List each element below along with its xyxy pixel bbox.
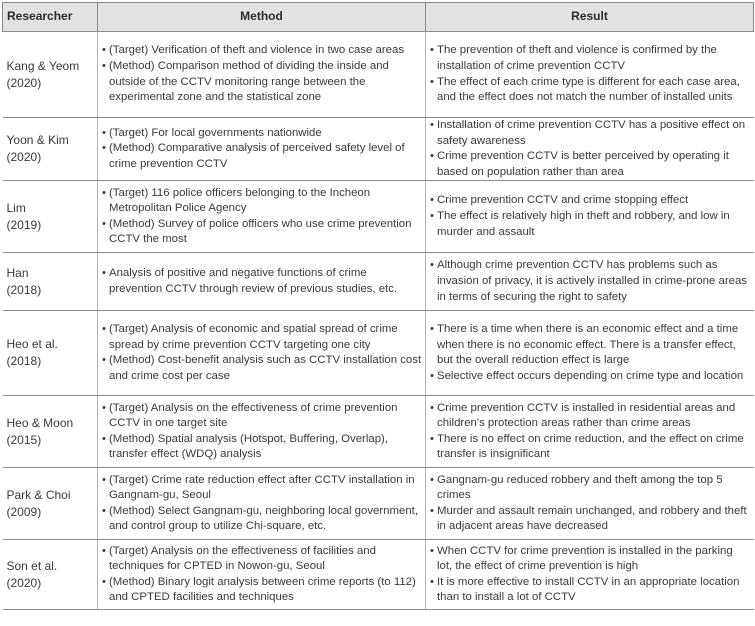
method-item (102, 401, 422, 432)
method-cell (98, 118, 426, 181)
method-text: (Method) Comparative analysis of perceived safety level of crime prevention CCTV (109, 142, 405, 170)
method-text: (Method) Cost-benefit analysis such as CCTV installation cost and crime cost per case (109, 354, 422, 382)
bullet-icon: • (430, 575, 434, 588)
result-text: Murder and assault remain unchanged, and robbery and theft in adjacent areas have decreased (437, 504, 747, 533)
method-cell (98, 396, 426, 468)
result-item (430, 118, 751, 149)
bullet-icon: • (430, 75, 434, 88)
result-text: Gangnam-gu reduced robbery and theft among the top 5 crimes (437, 473, 723, 502)
header-method: Method (98, 3, 426, 32)
bullet-icon: • (102, 401, 106, 414)
method-item (102, 322, 422, 353)
method-cell (98, 540, 426, 610)
bullet-icon: • (430, 369, 434, 382)
method-text: (Target) 116 police officers belonging to the Incheon Metropolitan Police Agency (109, 186, 371, 215)
table-row (3, 32, 754, 118)
researcher-cell (3, 253, 98, 311)
result-text: The effect is relatively high in theft and robbery, and low in murder and assault (437, 210, 730, 238)
bullet-icon: • (430, 504, 434, 517)
bullet-icon: • (102, 126, 106, 139)
bullet-icon: • (102, 217, 106, 230)
method-item (102, 575, 422, 606)
method-text: (Method) Survey of police officers who use crime prevention CCTV the most (109, 217, 412, 246)
bullet-icon: • (102, 473, 106, 486)
method-text: (Target) Analysis on the effectiveness of facilities and techniques for CPTED in Nowon-gu, Seoul (109, 544, 376, 573)
result-text: Installation of crime prevention CCTV has a positive effect on safety awareness (437, 119, 746, 147)
result-item (430, 432, 751, 463)
bullet-icon: • (430, 432, 434, 445)
table-row (3, 181, 754, 253)
researcher-cell (3, 32, 98, 118)
method-item (102, 43, 422, 59)
researcher-name: Han (6, 265, 29, 280)
bullet-icon: • (430, 210, 434, 223)
researcher-name: Heo et al. (6, 337, 58, 352)
table-row (3, 468, 754, 540)
bullet-icon: • (430, 544, 434, 557)
result-text: When CCTV for crime prevention is installed in the parking lot, the effect of crime prevention is high (437, 544, 733, 573)
header-row (3, 3, 754, 32)
result-cell (426, 118, 754, 181)
table-row (3, 396, 754, 468)
result-text: The prevention of theft and violence is confirmed by the installation of crime prevention CCTV (437, 44, 717, 72)
method-text: Analysis of positive and negative functions of crime prevention CCTV through review of previous studies, etc. (109, 267, 398, 295)
method-item (102, 432, 422, 463)
method-cell (98, 181, 426, 253)
bullet-icon: • (102, 544, 106, 557)
result-cell (426, 468, 754, 540)
bullet-icon: • (102, 354, 106, 367)
researcher-year: (2020) (6, 150, 42, 165)
result-item (430, 473, 751, 504)
result-item (430, 544, 751, 575)
method-text: (Method) Binary logit analysis between crime reports (to 112) and CPTED facilities and techniques (109, 575, 416, 604)
bullet-icon: • (430, 259, 434, 272)
method-text: (Method) Spatial analysis (Hotspot, Buffering, Overlap), transfer effect (WDQ) analysis (109, 432, 388, 461)
result-text: There is no effect on crime reduction, and the effect on crime transfer is insignificant (437, 432, 744, 461)
researcher-year: (2020) (6, 75, 42, 90)
method-cell (98, 311, 426, 396)
method-text: (Method) Comparison method of dividing the inside and outside of the CCTV monitoring range between the experimental zone and the statistical zone (109, 59, 389, 104)
method-text: (Method) Select Gangnam-gu, neighboring local government, and control group to utilize Chi-square, etc. (109, 504, 418, 533)
result-cell (426, 181, 754, 253)
researcher-year: (2020) (6, 575, 42, 590)
bullet-icon: • (430, 194, 434, 207)
researcher-name: Park & Choi (6, 487, 71, 502)
bullet-icon: • (102, 44, 106, 57)
researcher-cell (3, 396, 98, 468)
result-text: Selective effect occurs depending on crime type and location (437, 369, 744, 382)
result-text: Although crime prevention CCTV has problems such as invasion of privacy, it is actively installed in crime-prone areas in terms of securing the right to safety (437, 259, 747, 303)
result-item (430, 75, 751, 106)
method-cell (98, 468, 426, 540)
method-item (102, 544, 422, 575)
researcher-cell (3, 468, 98, 540)
table-body (3, 32, 754, 610)
researcher-year: (2019) (6, 217, 42, 232)
result-text: Crime prevention CCTV is installed in residential areas and children's protection areas rather than crime areas (437, 401, 736, 430)
method-text: (Target) Crime rate reduction effect after CCTV installation in Gangnam-gu, Seoul (109, 473, 415, 502)
researcher-year: (2009) (6, 504, 42, 519)
bullet-icon: • (430, 473, 434, 486)
result-text: Crime prevention CCTV is better perceived by operating it based on population rather than area (437, 150, 729, 178)
researcher-name: Kang & Yeom (6, 58, 80, 73)
researcher-name: Heo & Moon (6, 415, 74, 430)
table-row (3, 253, 754, 311)
result-cell (426, 396, 754, 468)
table-row (3, 118, 754, 181)
researcher-name: Lim (6, 200, 26, 215)
result-item (430, 575, 751, 606)
method-text: (Target) Analysis on the effectiveness of crime prevention CCTV in one target site (109, 401, 398, 430)
method-item (102, 141, 422, 172)
researcher-cell (3, 311, 98, 396)
result-item (430, 401, 751, 432)
researcher-year: (2015) (6, 432, 42, 447)
method-text: (Target) Analysis of economic and spatial spread of crime spread by crime prevention CCTV targeting one city (109, 323, 398, 351)
method-item (102, 473, 422, 504)
method-item (102, 217, 422, 248)
result-cell (426, 311, 754, 396)
result-item (430, 149, 751, 180)
researcher-cell (3, 540, 98, 610)
method-item (102, 266, 422, 297)
researcher-name: Yoon & Kim (6, 133, 69, 148)
bullet-icon: • (102, 59, 106, 72)
bullet-icon: • (102, 575, 106, 588)
literature-review-table (2, 2, 754, 610)
bullet-icon: • (102, 186, 106, 199)
bullet-icon: • (430, 150, 434, 163)
result-item (430, 43, 751, 74)
bullet-icon: • (102, 142, 106, 155)
method-item (102, 353, 422, 384)
result-item (430, 504, 751, 535)
bullet-icon: • (102, 432, 106, 445)
bullet-icon: • (430, 323, 434, 336)
researcher-cell (3, 181, 98, 253)
result-item (430, 209, 751, 240)
result-cell (426, 32, 754, 118)
result-text: The effect of each crime type is different for each case area, and the effect does not match the number of installed units (437, 75, 740, 104)
method-item (102, 59, 422, 106)
bullet-icon: • (102, 267, 106, 280)
method-cell (98, 253, 426, 311)
method-item (102, 126, 422, 142)
bullet-icon: • (430, 44, 434, 57)
result-text: There is a time when there is an economic effect and a time when there is no economic effect. There is a transfer effect, but the overall reduction effect is large (437, 323, 739, 367)
table-row (3, 311, 754, 396)
bullet-icon: • (430, 119, 434, 131)
method-item (102, 504, 422, 535)
method-cell (98, 32, 426, 118)
researcher-name: Son et al. (6, 558, 58, 573)
header-result: Result (426, 3, 754, 32)
header-researcher: Researcher (3, 3, 98, 32)
result-item (430, 258, 751, 305)
result-cell (426, 540, 754, 610)
table-row (3, 540, 754, 610)
bullet-icon: • (102, 504, 106, 517)
method-text: (Target) For local governments nationwide (109, 126, 322, 139)
researcher-year: (2018) (6, 282, 42, 297)
result-item (430, 193, 751, 209)
result-cell (426, 253, 754, 311)
result-text: Crime prevention CCTV and crime stopping effect (437, 194, 689, 207)
bullet-icon: • (430, 401, 434, 414)
result-text: It is more effective to install CCTV in an appropriate location than to install a lot of CCTV (437, 575, 740, 604)
researcher-year: (2018) (6, 354, 42, 369)
result-item (430, 322, 751, 369)
researcher-cell (3, 118, 98, 181)
method-item (102, 186, 422, 217)
result-item (430, 369, 751, 385)
method-text: (Target) Verification of theft and violence in two case areas (109, 44, 405, 57)
bullet-icon: • (102, 323, 106, 336)
